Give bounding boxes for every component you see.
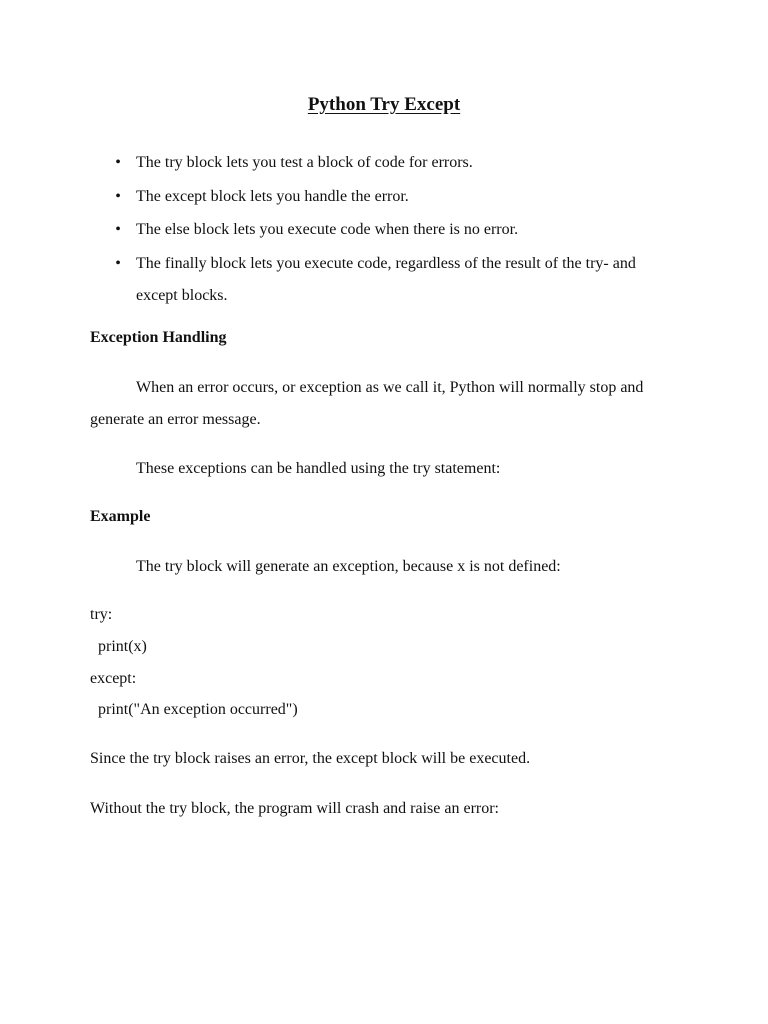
code-line: except: <box>90 670 137 687</box>
paragraph-try-statement: These exceptions can be handled using the try statement: <box>136 460 501 477</box>
bullet-item-except <box>114 181 674 213</box>
code-line: print(x) <box>90 638 147 655</box>
bullet-text: The finally block lets you execute code, regardless of the result of the try- and except blocks. <box>136 254 636 304</box>
page-title: Python Try Except <box>307 94 461 115</box>
bullet-dot-icon: • <box>115 221 121 238</box>
paragraph-without-try: Without the try block, the program will crash and raise an error: <box>90 800 499 817</box>
code-line: try: <box>90 606 113 623</box>
paragraph-example-intro: The try block will generate an exception, because x is not defined: <box>136 558 561 575</box>
bullet-text: The else block lets you execute code when there is no error. <box>136 221 519 238</box>
paragraph-except-executed: Since the try block raises an error, the except block will be executed. <box>90 750 531 767</box>
bullet-text: The try block lets you test a block of code for errors. <box>136 154 473 171</box>
feature-bullet-list <box>114 147 674 313</box>
code-line: print("An exception occurred") <box>90 701 298 718</box>
bullet-text: The except block lets you handle the error. <box>136 187 409 205</box>
section-heading-example: Example <box>90 508 151 525</box>
bullet-dot-icon: • <box>115 187 121 205</box>
bullet-item-else <box>114 214 674 246</box>
bullet-dot-icon: • <box>115 154 121 171</box>
section-heading-exception-handling: Exception Handling <box>90 329 227 346</box>
bullet-item-finally <box>114 248 674 312</box>
bullet-dot-icon: • <box>115 254 121 272</box>
bullet-item-try <box>114 147 674 179</box>
paragraph-exception-intro: When an error occurs, or exception as we call it, Python will normally stop and generate an error message. <box>90 379 644 428</box>
